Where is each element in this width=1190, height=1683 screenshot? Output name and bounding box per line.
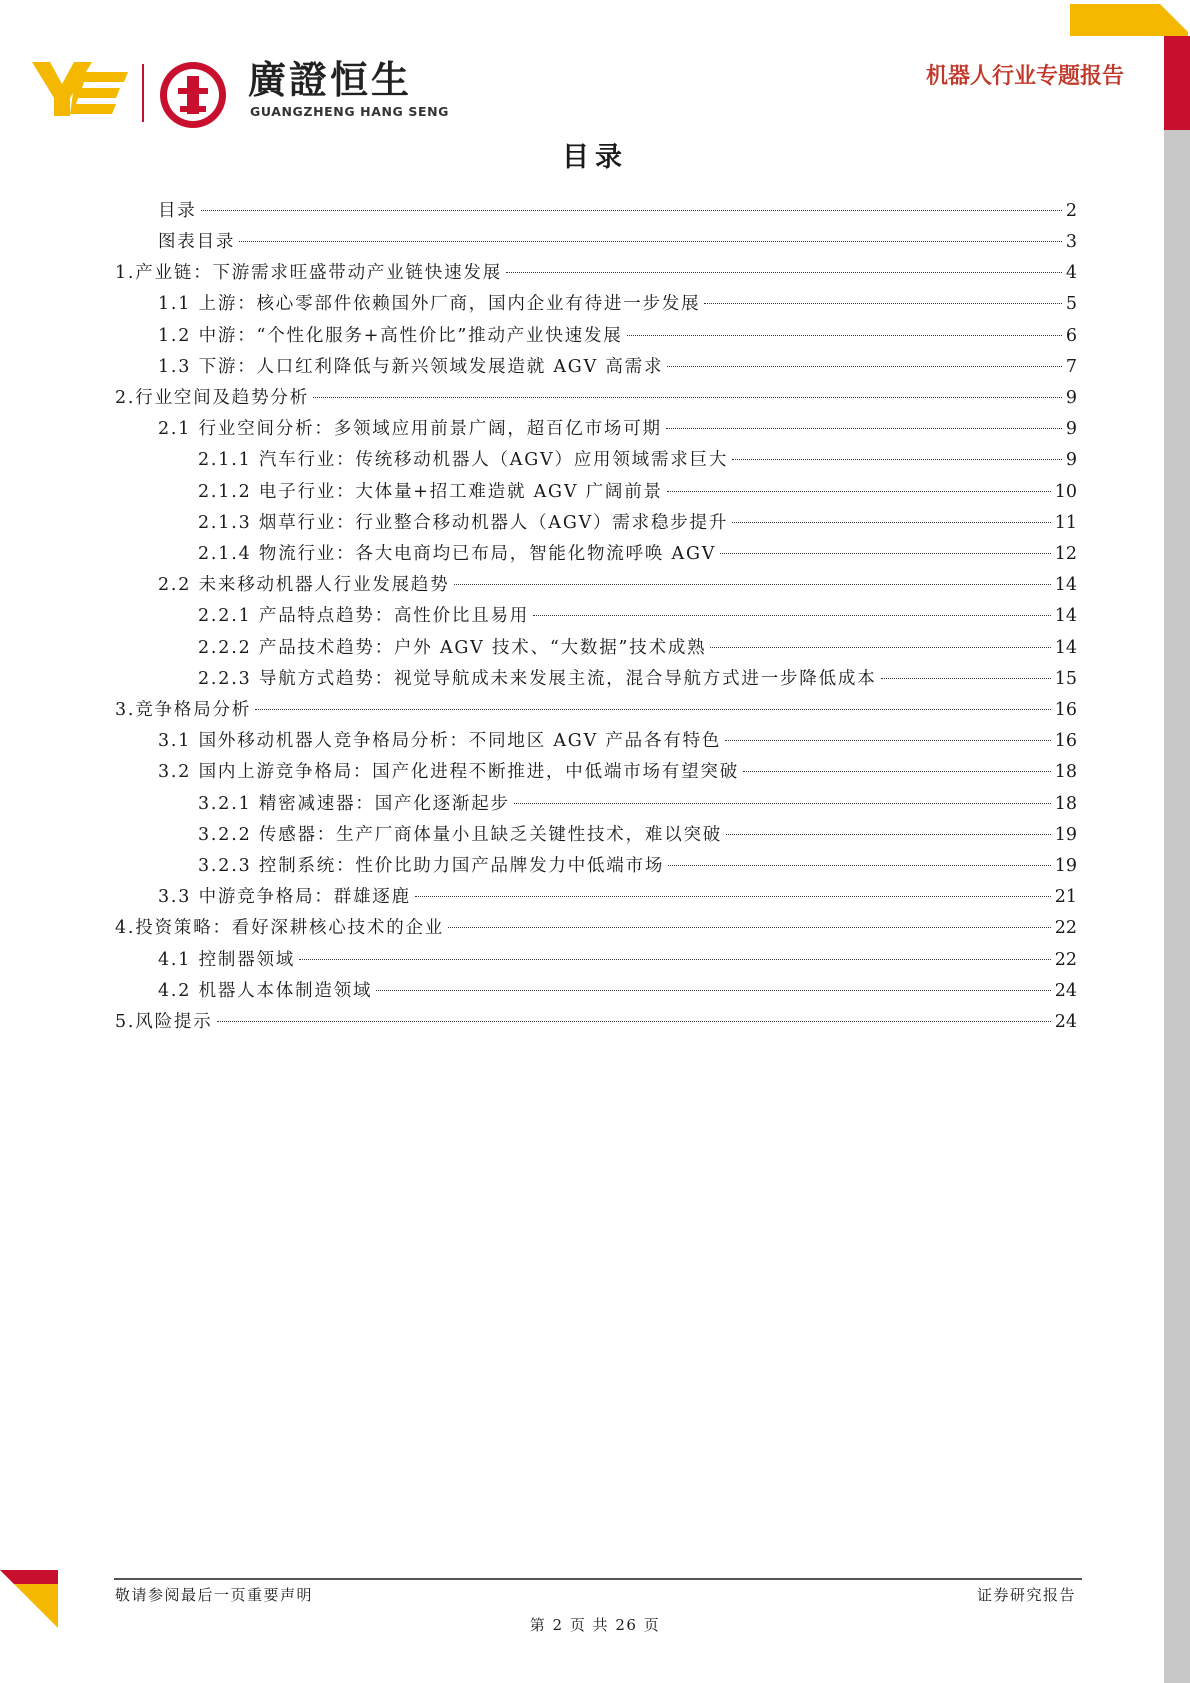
toc-entry[interactable]: 2.2 未来移动机器人行业发展趋势 14: [158, 575, 1077, 595]
seal-logo-icon: [158, 60, 228, 130]
toc-entry[interactable]: 3.竞争格局分析 16: [115, 700, 1077, 720]
toc-entry[interactable]: 3.2 国内上游竞争格局：国产化进程不断推进，中低端市场有望突破 18: [158, 762, 1077, 782]
toc-entry[interactable]: 3.2.1 精密减速器：国产化逐渐起步 18: [198, 794, 1077, 814]
report-title: 机器人行业专题报告: [925, 64, 1124, 89]
toc-entry[interactable]: 4.投资策略：看好深耕核心技术的企业 22: [115, 918, 1077, 938]
toc-heading: 目录: [562, 142, 628, 173]
ye-logo-icon: [32, 62, 128, 116]
side-bar: [1164, 130, 1190, 1683]
footer-notice: 敬请参阅最后一页重要声明: [115, 1586, 314, 1604]
toc-entry[interactable]: 2.1.3 烟草行业：行业整合移动机器人（AGV）需求稳步提升 11: [198, 513, 1077, 533]
footer-doc-type: 证券研究报告: [976, 1586, 1076, 1604]
toc-entry[interactable]: 1.3 下游：人口红利降低与新兴领域发展造就 AGV 高需求 7: [158, 357, 1077, 377]
toc-entry[interactable]: 5.风险提示 24: [115, 1012, 1077, 1032]
toc-entry[interactable]: 4.2 机器人本体制造领域 24: [158, 981, 1077, 1001]
toc-entry[interactable]: 2.2.2 产品技术趋势：户外 AGV 技术、“大数据”技术成熟 14: [198, 638, 1077, 658]
toc-entry[interactable]: 2.行业空间及趋势分析 9: [115, 388, 1077, 408]
toc-entry[interactable]: 3.2.2 传感器：生产厂商体量小且缺乏关键性技术，难以突破 19: [198, 825, 1077, 845]
logo-separator: [142, 64, 144, 122]
toc-entry[interactable]: 4.1 控制器领域 22: [158, 950, 1077, 970]
toc-entry[interactable]: 3.2.3 控制系统：性价比助力国产品牌发力中低端市场 19: [198, 856, 1077, 876]
toc-entry[interactable]: 图表目录 3: [158, 232, 1077, 252]
toc-entry[interactable]: 2.1.2 电子行业：大体量+招工难造就 AGV 广阔前景 10: [198, 482, 1077, 502]
brand-name-en: GUANGZHENG HANG SENG: [250, 104, 450, 119]
brand-name-cn: 廣證恒生: [248, 58, 413, 102]
toc-entry[interactable]: 2.1.1 汽车行业：传统移动机器人（AGV）应用领域需求巨大 9: [198, 450, 1077, 470]
toc-entry[interactable]: 3.3 中游竞争格局：群雄逐鹿 21: [158, 887, 1077, 907]
footer-divider: [114, 1578, 1082, 1580]
toc-entry[interactable]: 2.2.3 导航方式趋势：视觉导航成未来发展主流，混合导航方式进一步降低成本 15: [198, 669, 1077, 689]
toc-entry[interactable]: 1.2 中游：“个性化服务+高性价比”推动产业快速发展 6: [158, 326, 1077, 346]
toc-entry[interactable]: 3.1 国外移动机器人竞争格局分析：不同地区 AGV 产品各有特色 16: [158, 731, 1077, 751]
toc-entry[interactable]: 2.2.1 产品特点趋势：高性价比且易用 14: [198, 606, 1077, 626]
toc-entry[interactable]: 2.1.4 物流行业：各大电商均已布局，智能化物流呼唤 AGV 12: [198, 544, 1077, 564]
toc-entry[interactable]: 1.1 上游：核心零部件依赖国外厂商，国内企业有待进一步发展 5: [158, 294, 1077, 314]
toc-entry[interactable]: 1.产业链：下游需求旺盛带动产业链快速发展 4: [115, 263, 1077, 283]
footer-page-number: 第 2 页 共 26 页: [529, 1616, 661, 1634]
toc-entry[interactable]: 2.1 行业空间分析：多领域应用前景广阔，超百亿市场可期 9: [158, 419, 1077, 439]
toc-entry[interactable]: 目录 2: [158, 201, 1077, 221]
